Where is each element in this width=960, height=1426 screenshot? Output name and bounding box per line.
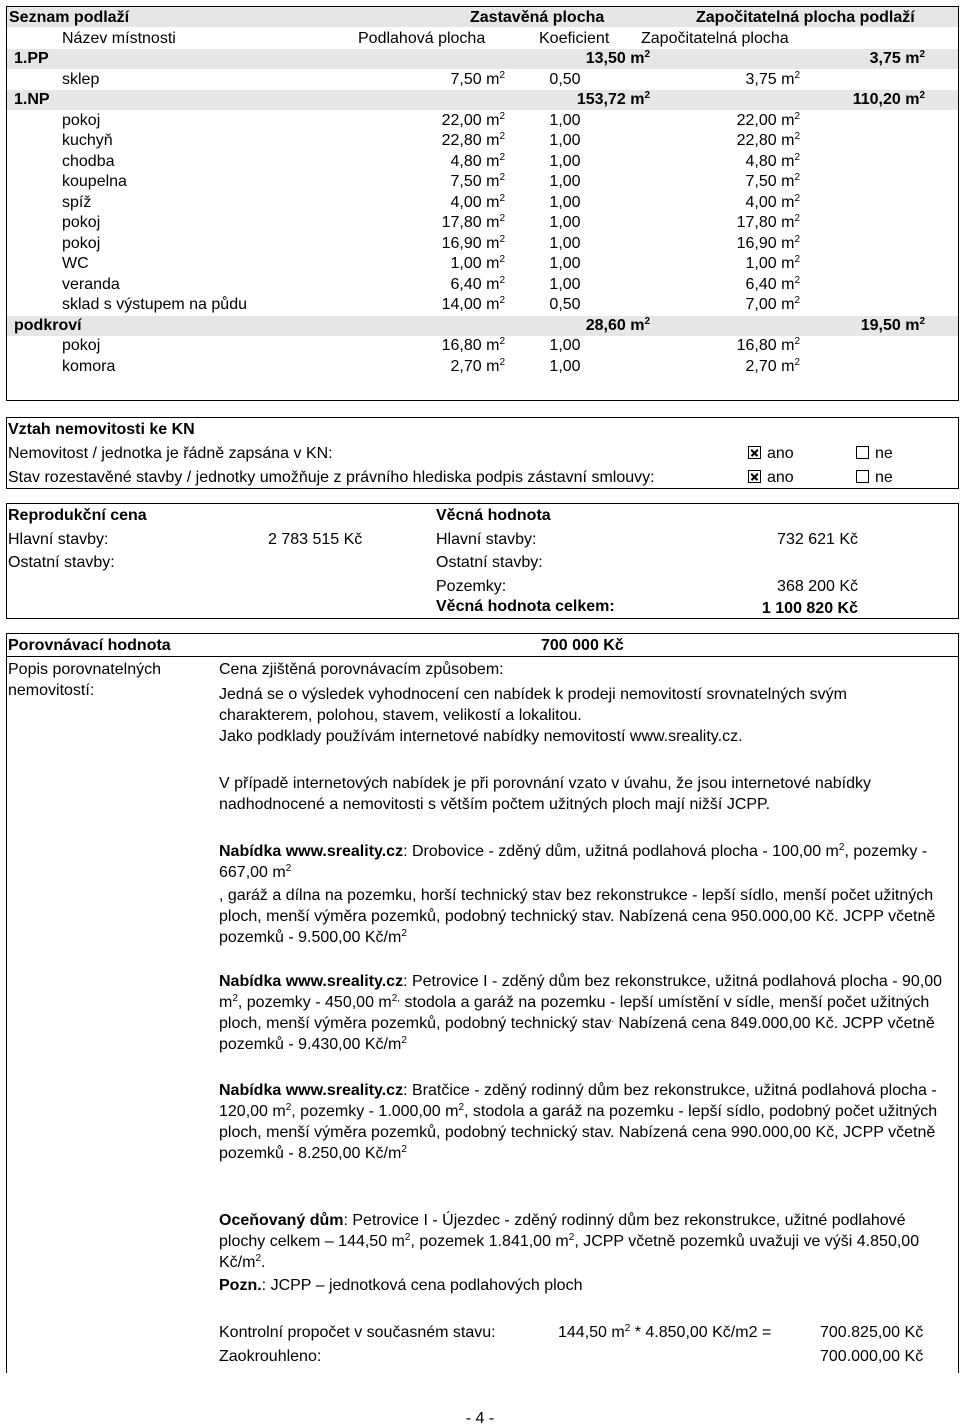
room-coefficient: 1,00 [549,132,581,149]
checkbox-empty-icon[interactable] [856,446,869,459]
valued-text-c: , JCPP včetně pozemků uvažuji ve výši 4.850,00 Kč/m [219,1233,920,1271]
room-floor-area: 4,00 $m^2$ [450,192,505,211]
floor-group-name: podkroví [14,316,82,334]
note-text: : JCPP – jednotková cena podlahových ploch [261,1277,583,1294]
desc-label-1: Popis porovnatelných [8,661,161,678]
repro-main-value: 2 783 515 Kč [268,531,363,548]
valued-label: Oceňovaný dům [219,1212,344,1229]
paragraph-results: Jedná se o výsledek vyhodnocení cen nabídek k prodeji nemovitostí srovnatelných svým charakterem, polohou, stavem, velikostí a lokalitou. [219,686,847,724]
desc-label-2: nemovitostí: [8,682,95,699]
room-countable-area: 4,80 $m^2$ [745,151,800,170]
room-countable-area: 4,00 $m^2$ [745,192,800,211]
offer-3-text-a: : Bratčice - zděný rodinný dům bez rekonstrukce, užitná podlahová plocha - 120,00 m [219,1082,937,1120]
offer-2-text-a: : Petrovice I - zděný dům bez rekonstrukce, užitná podlahová plocha - 90,00 m [219,973,943,1011]
floor-group-countable-area: 110,20 $m^2$ [852,90,925,108]
offer-2: Nabídka www.sreality.cz: Petrovice I - zděný dům bez rekonstrukce, užitná podlahová plocha - 90,00 $m^2$, pozemky - 450,00 $m^{2,}$ stodola a garáž na pozemku - lepší umístění v sídle, menší počet užitných ploch, menší výměra pozemků, podobný technický stav. Nabízená cena 849.000,00 Kč. JCPP včetně pozemků - 9.430,00 $Kč/m^2$ [219,973,943,1053]
vecna-total-value: 1 100 820 Kč [761,600,858,617]
land-value: 368 200 Kč [777,578,858,595]
room-floor-area: 22,00 $m^2$ [441,110,505,129]
vecna-main-value: 732 621 Kč [777,531,858,548]
rounded-value: 700.000,00 Kč [820,1348,924,1365]
room-floor-area: 16,80 $m^2$ [441,336,505,354]
repro-main-label: Hlavní stavby: [8,531,109,548]
kn-q1-no[interactable] [856,445,893,463]
comparison-divider [7,656,958,657]
room-name: spíž [62,193,92,211]
floor-group-built-area: 13,50 $m^2$ [585,49,650,67]
offer-2-text-b: , pozemky - 450,00 m [237,994,392,1011]
room-floor-area: 7,50 $m^2$ [450,172,505,190]
kn-q1-no-label: ne [875,445,893,462]
floor-group-name: 1.PP [14,50,49,67]
room-floor-area: 7,50 $m^2$ [450,69,505,88]
floors-title: Seznam podlaží [9,9,130,26]
valued-text-b: , pozemek 1.841,00 m [410,1233,569,1250]
room-name: WC [62,255,89,272]
room-floor-area: 14,00 $m^2$ [441,295,505,313]
built-area-heading: Zastavěná plocha [470,9,605,26]
method-label: Cena zjištěná porovnávacím způsobem: [219,661,504,678]
offer-1-label: Nabídka www.sreality.cz [219,843,404,860]
room-countable-area: 22,00 $m^2$ [736,110,800,129]
offer-2-text-c: stodola a garáž na pozemku - lepší umístění v sídle, menší počet užitných ploch, menší výměra pozemků, podobný technický stav [219,994,930,1032]
room-floor-area: 6,40 $m^2$ [450,274,505,293]
room-coefficient: 1,00 [549,275,581,293]
room-floor-area: 4,80 $m^2$ [450,151,505,170]
note-label: Pozn. [219,1277,262,1294]
control-label: Kontrolní propočet v současném stavu: [219,1324,496,1341]
kn-q1-yes-label: ano [767,445,794,462]
room-coefficient: 1,00 [549,152,581,170]
floor-group-built-area: 153,72 $m^2$ [576,90,650,108]
offer-1-text-a: : Drobovice - zděný dům, užitná podlahová plocha - 100,00 m [403,843,839,860]
kn-question-2: Stav rozestavěné stavby / jednotky umožňuje z právního hlediska podpis zástavní smlouvy: [8,469,655,486]
vecna-total-label: Věcná hodnota celkem: [436,598,615,615]
repro-other-label: Ostatní stavby: [8,554,115,571]
room-countable-area: 17,80 $m^2$ [736,213,800,231]
offer-1: Nabídka www.sreality.cz: Drobovice - zděný dům, užitná podlahová plocha - 100,00 $m^2$, pozemky - 667,00 $m^2$ [219,842,928,881]
room-floor-area: 17,80 $m^2$ [441,213,505,231]
kn-q2-no[interactable] [856,469,893,487]
vecna-main-label: Hlavní stavby: [436,531,537,548]
room-name: koupelna [62,173,127,190]
room-coefficient: 0,50 [549,70,581,88]
floor-group-countable-area: 19,50 $m^2$ [860,315,925,334]
control-result: 700.825,00 Kč [820,1324,924,1341]
valued-house: Oceňovaný dům: Petrovice I - Újezdec - zděný rodinný dům bez rekonstrukce, užitné podlahové plochy celkem – 144,50 $m^2$, pozemek 1.841,00 $m^2$, JCPP včetně pozemků uvažuji ve výši 4.850,00 $Kč/m^2$. [219,1212,920,1271]
room-countable-area: 1,00 $m^2$ [745,254,800,272]
room-coefficient: 1,00 [549,193,581,211]
paragraph-internet-offers: V případě internetových nabídek je při porovnání vzato v úvahu, že jsou internetové nabídky nadhodnocené a nemovitosti s větším počtem užitných ploch mají nižší JCPP. [219,775,871,813]
checkbox-checked-icon[interactable] [748,446,761,459]
offer-3-text-b: , pozemky - 1.000,00 m [291,1103,459,1120]
room-countable-area: 7,50 $m^2$ [745,172,800,190]
repro-title: Reprodukční cena [8,507,147,524]
kn-title: Vztah nemovitosti ke KN [8,421,195,438]
offer-2-text-d: Nabízená cena 849.000,00 Kč. JCPP včetně pozemků - 9.430,00 Kč/m [219,1015,935,1053]
vecna-title: Věcná hodnota [436,507,551,524]
valued-text-a: : Petrovice I - Újezdec - zděný rodinný dům bez rekonstrukce, užitné podlahové plochy celkem – 144,50 m [219,1212,906,1250]
room-coefficient: 1,00 [549,337,581,354]
kn-q2-yes-label: ano [767,469,794,486]
rounded-label: Zaokrouhleno: [219,1348,322,1365]
room-coefficient: 1,00 [549,214,581,231]
floor-group-name: 1.NP [14,91,50,108]
room-name: komora [62,357,116,375]
floor-group-countable-area: 3,75 $m^2$ [869,49,925,67]
room-name: pokoj [62,234,101,252]
floor-group-built-area: 28,60 $m^2$ [585,315,650,334]
room-name: pokoj [62,214,101,231]
room-floor-area: 2,70 $m^2$ [450,356,505,375]
room-countable-area: 22,80 $m^2$ [736,131,800,149]
room-countable-area: 16,80 $m^2$ [736,336,800,354]
kn-q2-no-label: ne [875,469,893,486]
room-coefficient: 1,00 [549,234,581,252]
room-name: pokoj [62,111,101,129]
page-number: - 4 - [465,1410,495,1426]
room-name: sklep [62,70,100,88]
room-coefficient: 1,00 [549,255,581,272]
room-name: kuchyň [62,132,113,149]
offer-1-text-b: , pozemky - 667,00 m [219,843,928,881]
kn-q1-yes[interactable] [748,445,794,463]
kn-q2-yes[interactable] [748,469,794,487]
room-countable-area: 6,40 $m^2$ [745,274,800,293]
col-room-heading: Název místnosti [62,30,176,47]
room-name: pokoj [62,337,101,354]
offer-3-text-c: , stodola a garáž na pozemku - lepší sídlo, podobný počet užitných ploch, menší výměra pozemků, podobný technický stav. Nabízená cena 990.000,00 Kč, JCPP včetně pozemků - 8.250,00 Kč/m [219,1103,938,1162]
offer-1-text-c: , garáž a dílna na pozemku, horší technický stav bez rekonstrukce - lepší sídlo, menší počet užitných ploch, menší výměra pozemků, podobný technický stav. Nabízená cena 950.000,00 Kč. JCPP včetně pozemků - 9.500,00 Kč/m [219,887,936,946]
land-label: Pozemky: [436,578,507,595]
room-name: chodba [62,152,115,170]
room-countable-area: 7,00 $m^2$ [745,295,800,313]
col-countable-heading: Započitatelná plocha [641,30,789,47]
room-floor-area: 22,80 $m^2$ [441,131,505,149]
room-name: sklad s výstupem na půdu [62,296,247,313]
offer-1-details: , garáž a dílna na pozemku, horší technický stav bez rekonstrukce - lepší sídlo, menší počet užitných ploch, menší výměra pozemků, podobný technický stav. Nabízená cena 950.000,00 Kč. JCPP včetně pozemků - 9.500,00 $Kč/m^2$ [219,887,936,946]
room-coefficient: 1,00 [549,357,581,375]
comparison-value: 700 000 Kč [541,637,624,654]
room-name: veranda [62,275,120,293]
note [219,1277,582,1295]
room-countable-area: 16,90 $m^2$ [736,233,800,252]
room-floor-area: 1,00 $m^2$ [450,254,505,272]
checkbox-empty-icon[interactable] [856,470,869,483]
countable-area-heading: Započitatelná plocha podlaží [696,9,915,26]
control-expression: 144,50 $m^2 * 4.850,00$ Kč/m2 = [558,1323,772,1341]
room-floor-area: 16,90 $m^2$ [441,233,505,252]
col-coef-heading: Koeficient [539,30,610,47]
checkbox-checked-icon[interactable] [748,470,761,483]
offer-2-label: Nabídka www.sreality.cz [219,973,404,990]
room-coefficient: 1,00 [549,173,581,190]
room-countable-area: 3,75 $m^2$ [745,69,800,88]
offer-3-label: Nabídka www.sreality.cz [219,1082,404,1099]
room-countable-area: 2,70 $m^2$ [745,356,800,375]
room-coefficient: 0,50 [549,296,581,313]
room-coefficient: 1,00 [549,111,581,129]
vecna-other-label: Ostatní stavby: [436,554,543,571]
col-floor-area-heading: Podlahová plocha [358,30,486,47]
kn-question-1: Nemovitost / jednotka je řádně zapsána v KN: [8,445,333,462]
offer-3: Nabídka www.sreality.cz: Bratčice - zděný rodinný dům bez rekonstrukce, užitná podlahová plocha - 120,00 $m^2$, pozemky - 1.000,00 $m^2$, stodola a garáž na pozemku - lepší sídlo, podobný počet užitných ploch, menší výměra pozemků, podobný technický stav. Nabízená cena 990.000,00 Kč, JCPP včetně pozemků - 8.250,00 $Kč/m^2$ [219,1082,938,1162]
paragraph-sources: Jako podklady používám internetové nabídky nemovitostí www.sreality.cz. [219,728,743,745]
comparison-title: Porovnávací hodnota [8,637,171,654]
